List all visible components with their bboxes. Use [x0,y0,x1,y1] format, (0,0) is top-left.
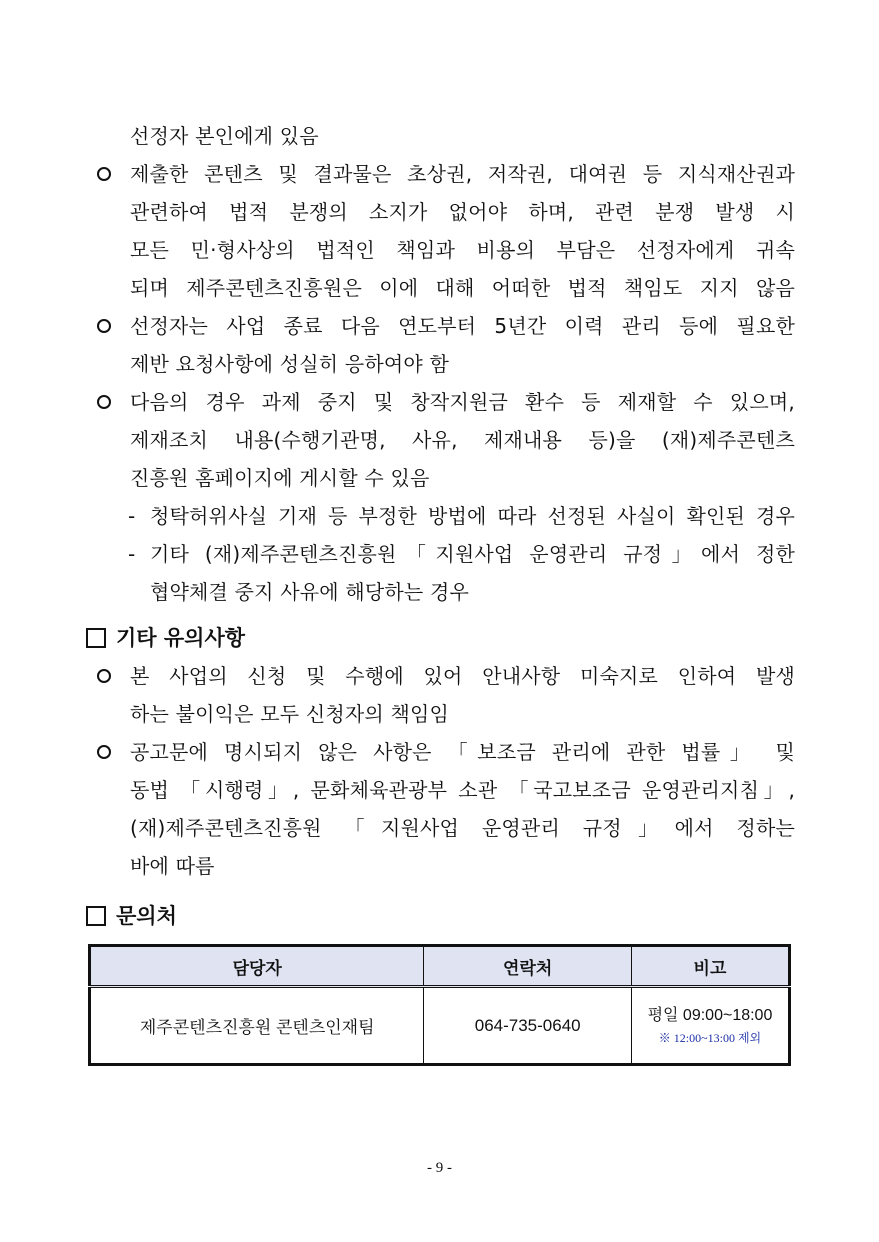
history-line-1: 선정자는 사업 종료 다음 연도부터 5년간 이력 관리 등에 필요한 [130,314,795,338]
carry-over-text: 선정자 본인에게 있음 [130,124,319,148]
section-checkbox-icon [86,906,106,926]
lunch-exclusion-text: ※ 12:00~13:00 제외 [658,1030,762,1045]
sanction-line-3: 진흥원 홈페이지에 게시할 수 있음 [130,466,430,490]
history-line-2: 제반 요청사항에 성실히 응하여야 함 [130,352,450,376]
section-title-contact: 문의처 [116,904,177,928]
sanction-sub-2: 기타 (재)제주콘텐츠진흥원「지원사업 운영관리 규정」에서 정한 [150,542,795,566]
sanction-line-2: 제재조치 내용(수행기관명, 사유, 제재내용 등)을 (재)제주콘텐츠 [130,428,795,452]
sanction-sub-1: 청탁허위사실 기재 등 부정한 방법에 따라 선정된 사실이 확인된 경우 [150,504,795,528]
circle-bullet-icon [97,395,111,409]
office-hours-text: 평일 09:00~18:00 [647,1006,773,1024]
rules-line-1: 공고문에 명시되지 않은 사항은 「보조금 관리에 관한 법률」 및 [130,740,795,764]
manager-cell: 제주콘텐츠진흥원 콘텐츠인재팀 [90,987,424,1065]
ip-line-3: 모든 민·형사상의 법적인 책임과 비용의 부담은 선정자에게 귀속 [130,238,795,262]
sanction-sub-3: 협약체결 중지 사유에 해당하는 경우 [150,580,470,604]
notice-line-2: 하는 불이익은 모두 신청자의 책임임 [130,702,450,726]
contact-table-header-row [90,946,790,987]
sanction-line-1: 다음의 경우 과제 중지 및 창작지원금 환수 등 제재할 수 있으며, [130,390,795,414]
note-cell [631,987,789,1065]
circle-bullet-icon [97,745,111,759]
circle-bullet-icon [97,669,111,683]
section-checkbox-icon [86,628,106,648]
ip-line-1: 제출한 콘텐츠 및 결과물은 초상권, 저작권, 대여권 등 지식재산권과 [130,162,795,186]
dash-bullet: - [128,504,136,528]
rules-line-3: (재)제주콘텐츠진흥원 「지원사업 운영관리 규정」에서 정하는 [130,816,795,840]
ip-line-4: 되며 제주콘텐츠진흥원은 이에 대해 어떠한 법적 책임도 지지 않음 [130,276,795,300]
circle-bullet-icon [97,167,111,181]
contact-table [88,944,791,1066]
column-header-phone: 연락처 [424,946,632,987]
section-title-other: 기타 유의사항 [116,626,246,650]
page-number: - 9 - [427,1160,452,1176]
ip-line-2: 관련하여 법적 분쟁의 소지가 없어야 하며, 관련 분쟁 발생 시 [130,200,795,224]
circle-bullet-icon [97,319,111,333]
column-header-manager: 담당자 [90,946,424,987]
notice-line-1: 본 사업의 신청 및 수행에 있어 안내사항 미숙지로 인하여 발생 [130,664,795,688]
rules-line-2: 동법 「시행령」, 문화체육관광부 소관 「국고보조금 운영관리지침」, [130,778,795,802]
dash-bullet: - [128,542,136,566]
table-row [90,987,790,1065]
column-header-note: 비고 [631,946,789,987]
rules-line-4: 바에 따름 [130,854,215,878]
phone-cell: 064-735-0640 [424,987,632,1065]
